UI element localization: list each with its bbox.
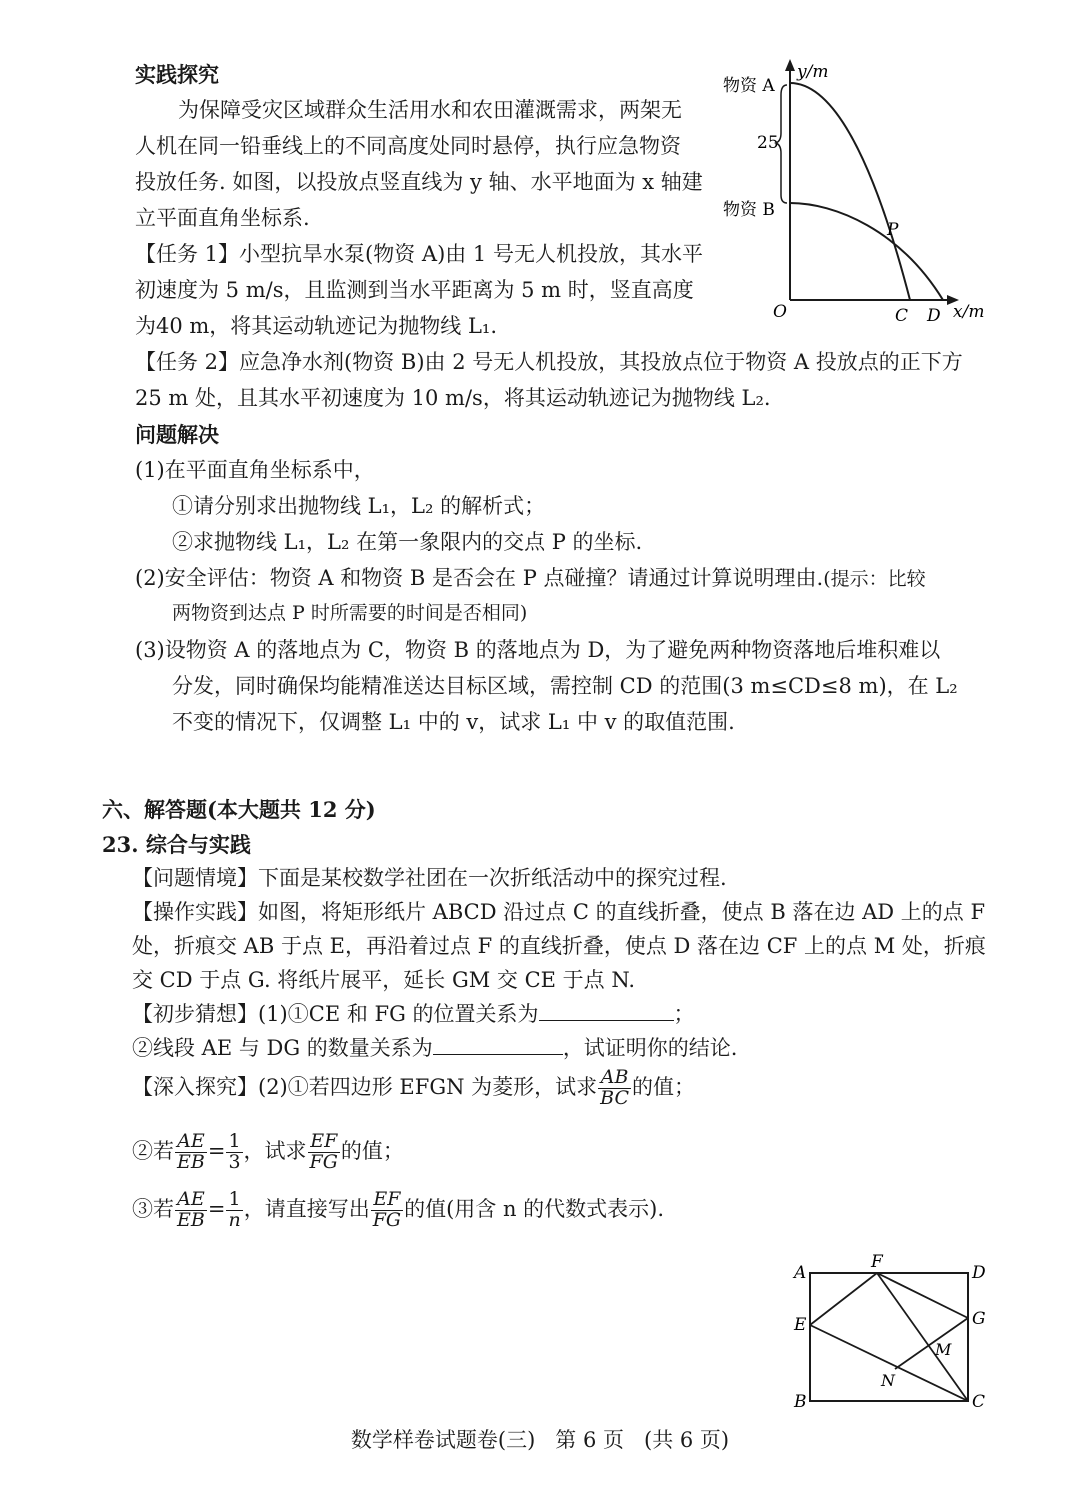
guess1-line <box>132 1002 695 1027</box>
point-d-label: D <box>927 306 941 326</box>
operation-line-3: 交 CD 于点 G. 将纸片展平，延长 GM 交 CE 于点 N. <box>132 968 636 992</box>
q3-line-1: (3)设物资 A 的落地点为 C，物资 B 的落地点为 D，为了避免两种物资落地后堆积难以 <box>135 638 941 662</box>
x-axis-label: x/m <box>953 302 985 322</box>
y-axis-label: y/m <box>797 62 829 82</box>
deep2-suffix: 的值； <box>340 1138 404 1163</box>
deep2-f3-den: FG <box>309 1150 338 1173</box>
task1-line-1: 【任务 1】小型抗旱水泵(物资 A)由 1 号无人机投放，其水平 <box>135 242 703 266</box>
guess1-text: 【初步猜想】(1)①CE 和 FG 的位置关系为 <box>132 1002 539 1026</box>
deep2-prefix: ②若 <box>132 1138 174 1163</box>
deep2-f1-num: AE <box>175 1132 207 1153</box>
intro-line-3: 投放任务. 如图，以投放点竖直线为 y 轴、水平地面为 x 轴建 <box>135 170 703 194</box>
brace-value: 25 <box>757 133 779 153</box>
guess2-end: ，试证明你的结论. <box>562 1036 738 1060</box>
segment-gn <box>895 1318 968 1369</box>
point-g: G <box>972 1309 986 1329</box>
deep2-f3-num: EF <box>308 1132 340 1153</box>
deep2-line <box>132 1132 404 1173</box>
operation-line-2: 处，折痕交 AB 于点 E，再沿着过点 F 的直线折叠，使点 D 落在边 CF 上的点 M 处，折痕 <box>132 934 986 958</box>
deep3-f2-num: 1 <box>226 1190 242 1211</box>
label-material-b: 物资 B <box>723 200 775 220</box>
point-e: E <box>794 1315 807 1335</box>
deep3-f1-num: AE <box>175 1190 207 1211</box>
section6-heading: 六、解答题(本大题共 12 分) <box>102 797 376 822</box>
deep1-line <box>132 1068 695 1109</box>
deep3-line <box>132 1190 664 1231</box>
q3-line-3: 不变的情况下，仅调整 L₁ 中的 v，试求 L₁ 中 v 的取值范围. <box>172 710 735 734</box>
deep3-f2-den: n <box>228 1208 241 1231</box>
deep2-f2-num: 1 <box>228 1130 241 1152</box>
q2-question: (2)安全评估：物资 A 和物资 B 是否会在 P 点碰撞？请通过计算说明理由. <box>135 566 824 590</box>
deep2-f1-den: EB <box>177 1150 205 1173</box>
guess1-blank[interactable] <box>539 1002 674 1021</box>
solve-heading: 问题解决 <box>135 422 219 447</box>
segment-ef <box>810 1273 877 1325</box>
q3-line-2: 分发，同时确保均能精准送达目标区域，需控制 CD 的范围(3 m≤CD≤8 m)，在 L₂ <box>172 674 958 698</box>
segment-fg <box>877 1273 968 1318</box>
deep2-frac-ae-eb <box>175 1132 207 1173</box>
task2-line-2: 25 m 处，且其水平初速度为 10 m/s，将其运动轨迹记为抛物线 L₂. <box>135 386 771 410</box>
deep2-mid: ，试求 <box>243 1138 307 1163</box>
deep1-suffix: 的值； <box>632 1074 696 1099</box>
vertex-a: A <box>794 1263 807 1283</box>
origin-label: O <box>773 302 787 322</box>
intro-line-2: 人机在同一铅垂线上的不同高度处同时悬停，执行应急物资 <box>135 134 681 158</box>
parabola-graph <box>715 55 1000 330</box>
operation-line-1: 【操作实践】如图，将矩形纸片 ABCD 沿过点 C 的直线折叠，使点 B 落在边 AD 上的点 F <box>132 900 986 924</box>
brace-25 <box>776 85 787 203</box>
q1-a-line: ①请分别求出抛物线 L₁，L₂ 的解析式； <box>172 494 546 518</box>
point-p-label: P <box>887 220 899 240</box>
deep2-frac-ratio <box>226 1132 242 1173</box>
deep3-f3-num: EF <box>371 1190 403 1211</box>
task1-line-2: 初速度为 5 m/s，且监测到当水平距离为 5 m 时，竖直高度 <box>135 278 694 302</box>
vertex-b: B <box>794 1392 807 1412</box>
point-c-label: C <box>895 306 909 326</box>
guess2-blank[interactable] <box>433 1036 563 1055</box>
q2-line-1 <box>135 566 926 591</box>
page-footer: 数学样卷试题卷(三) 第 6 页 (共 6 页) <box>350 1428 730 1452</box>
situation-line: 【问题情境】下面是某校数学社团在一次折纸活动中的探究过程. <box>132 866 727 890</box>
task2-line-1: 【任务 2】应急净水剂(物资 B)由 2 号无人机投放，其投放点位于物资 A 投放点的正下方 <box>135 350 963 374</box>
vertex-d: D <box>972 1263 986 1283</box>
deep3-f3-den: FG <box>372 1208 402 1231</box>
point-f: F <box>871 1252 883 1272</box>
parabola-l2 <box>790 203 943 300</box>
label-material-a: 物资 A <box>723 76 775 96</box>
practice-heading: 实践探究 <box>135 62 219 87</box>
deep3-suffix: 的值(用含 n 的代数式表示). <box>404 1196 665 1221</box>
guess1-end: ； <box>673 1002 695 1026</box>
deep1-frac-den: BC <box>600 1086 630 1109</box>
guess2-text: ②线段 AE 与 DG 的数量关系为 <box>132 1036 433 1060</box>
deep3-eq: = <box>207 1196 226 1221</box>
deep3-frac-ae-eb <box>175 1190 207 1231</box>
point-n: N <box>881 1371 895 1390</box>
deep1-prefix: 【深入探究】(2)①若四边形 EFGN 为菱形，试求 <box>132 1074 598 1099</box>
parabola-l1 <box>790 83 910 300</box>
intro-line-4: 立平面直角坐标系. <box>135 206 310 230</box>
deep2-eq: = <box>207 1138 226 1163</box>
task1-line-3: 为40 m，将其运动轨迹记为抛物线 L₁. <box>135 314 498 338</box>
guess2-line <box>132 1036 738 1061</box>
deep2-frac-ef-fg <box>308 1132 340 1173</box>
deep3-f1-den: EB <box>177 1208 205 1231</box>
deep3-frac-ratio <box>226 1190 242 1231</box>
q2-hint-start: (提示：比较 <box>823 568 926 590</box>
point-m: M <box>935 1340 952 1359</box>
q2-hint-line: 两物资到达点 P 时所需要的时间是否相同) <box>172 602 528 624</box>
deep2-f2-den: 3 <box>228 1150 241 1173</box>
intro-line-1: 为保障受灾区域群众生活用水和农田灌溉需求，两架无 <box>178 98 682 122</box>
vertex-c: C <box>972 1392 986 1412</box>
y-axis-arrow <box>785 59 795 71</box>
deep1-frac-num: AB <box>598 1068 631 1089</box>
deep3-mid: ，请直接写出 <box>243 1196 370 1221</box>
fold-diagram <box>780 1245 1000 1420</box>
deep3-prefix: ③若 <box>132 1196 174 1221</box>
q1-line: (1)在平面直角坐标系中， <box>135 458 375 482</box>
q23-title: 23. 综合与实践 <box>102 832 251 857</box>
deep3-frac-ef-fg <box>371 1190 403 1231</box>
deep1-fraction <box>598 1068 631 1109</box>
q1-b-line: ②求抛物线 L₁，L₂ 在第一象限内的交点 P 的坐标. <box>172 530 643 554</box>
